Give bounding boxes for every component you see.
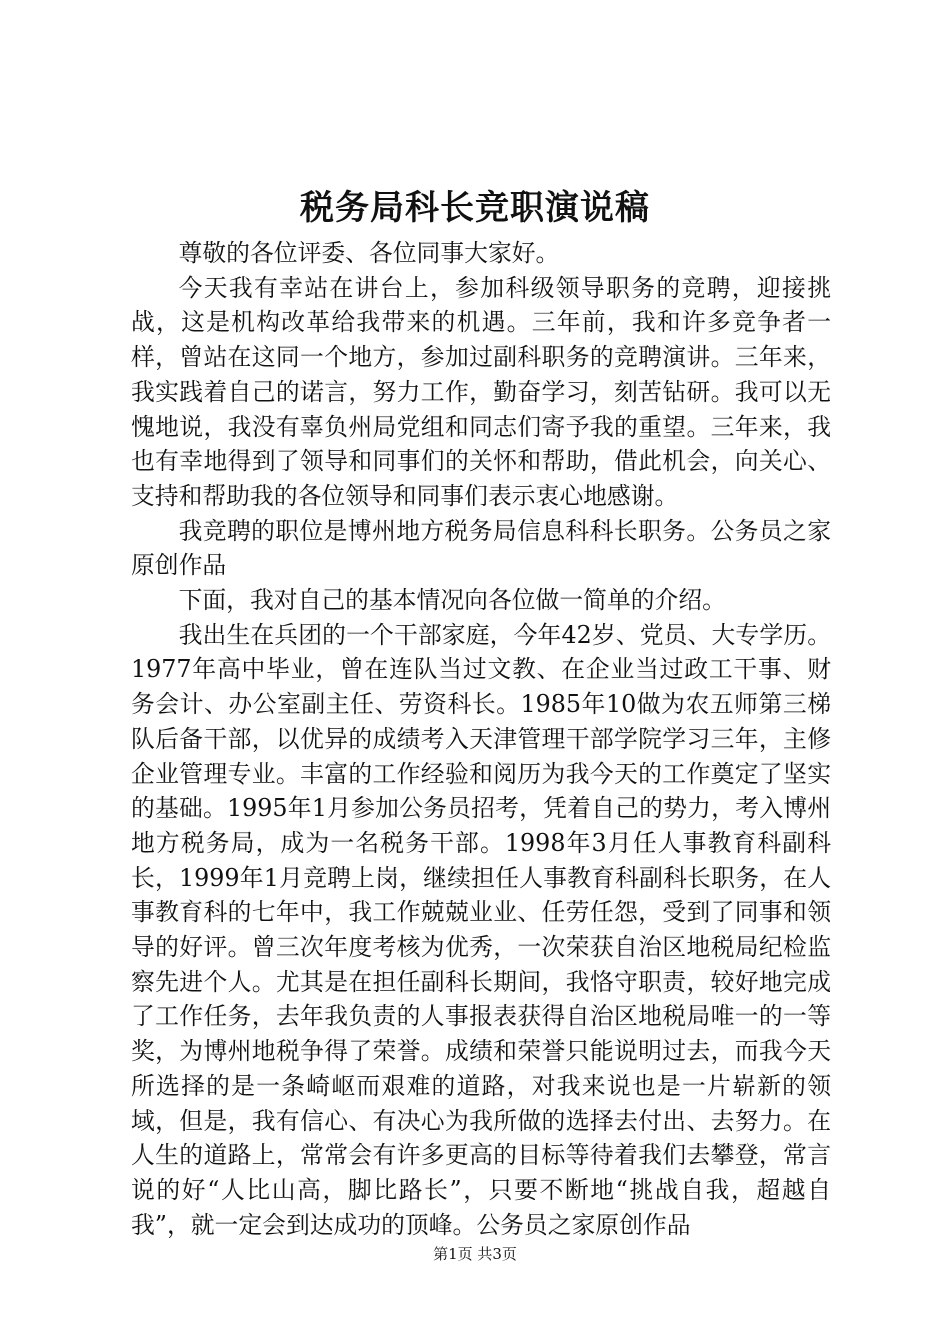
paragraph-position: 我竞聘的职位是博州地方税务局信息科科长职务。公务员之家原创作品 [131, 516, 831, 580]
paragraph-greeting: 尊敬的各位评委、各位同事大家好。 [178, 239, 560, 267]
paragraph-background: 我出生在兵团的一个干部家庭，今年42岁、党员、大专学历。1977年高中毕业，曾在连队当过文教、在企业当过政工干事、财务会计、办公室副主任、劳资科长。1985年10做为农五师第三梯队后备干部，以优异的成绩考入天津管理干部学院学习三年，主修企业管理专业。丰富的工作经验和阅历为我今天的工作奠定了坚实的基础。1995年1月参加公务员招考，凭着自己的势力，考入博州地方税务局，成为一名税务干部。1998年3月任人事教育科副科长，1999年1月竞聘上岗，继续担任人事教育科副科长职务，在人事教育科的七年中，我工作兢兢业业、任劳任怨，受到了同事和领导的好评。曾三次年度考核为优秀，一次荣获自治区地税局纪检监察先进个人。尤其是在担任副科长期间，我恪守职责，较好地完成了工作任务，去年我负责的人事报表获得自治区地税局唯一的一等奖，为博州地税争得了荣誉。成绩和荣誉只能说明过去，而我今天所选择的是一条崎岖而艰难的道路，对我来说也是一片崭新的领域，但是，我有信心、有决心为我所做的选择去付出、去努力。在人生的道路上，常常会有许多更高的目标等待着我们去攀登，常言说的好“人比山高，脚比路长”，只要不断地“挑战自我，超越自我”，就一定会到达成功的顶峰。公务员之家原创作品 [131, 620, 831, 1239]
document-body [131, 236, 831, 1242]
page-number-footer: 第1页 共3页 [433, 1245, 517, 1263]
paragraph-opening: 今天我有幸站在讲台上，参加科级领导职务的竞聘，迎接挑战，这是机构改革给我带来的机遇。三年前，我和许多竞争者一样，曾站在这同一个地方，参加过副科职务的竞聘演讲。三年来，我实践着自己的诺言，努力工作，勤奋学习，刻苦钻研。我可以无愧地说，我没有辜负州局党组和同志们寄予我的重望。三年来，我也有幸地得到了领导和同事们的关怀和帮助，借此机会，向关心、支持和帮助我的各位领导和同事们表示衷心地感谢。 [131, 273, 831, 510]
paragraph-intro: 下面，我对自己的基本情况向各位做一简单的介绍。 [178, 586, 726, 615]
document-title: 税务局科长竞职演说稿 [300, 188, 650, 228]
